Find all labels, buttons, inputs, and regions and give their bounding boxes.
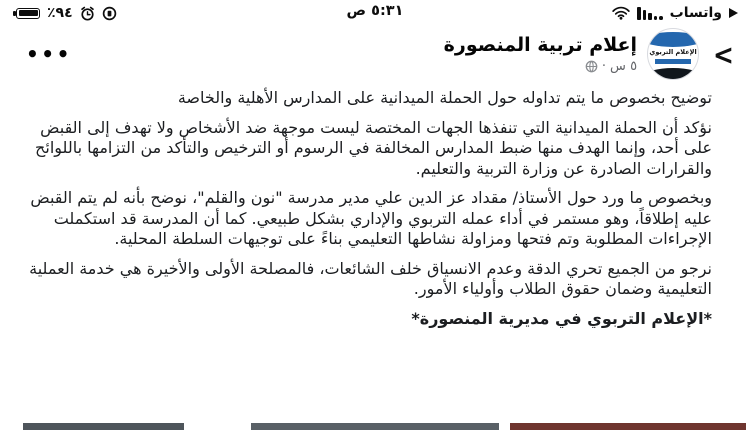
media-playing-icon	[729, 8, 738, 18]
status-app-label: واتساب	[669, 5, 722, 21]
more-options-button[interactable]: •••	[26, 42, 72, 66]
status-bar	[0, 0, 750, 24]
rotation-lock-icon	[102, 6, 117, 21]
post-meta	[444, 59, 637, 74]
page-title-block	[444, 34, 637, 74]
avatar-bottom-band	[647, 68, 699, 80]
privacy-globe-icon	[585, 60, 598, 73]
battery-percent: ٪٩٤	[47, 5, 73, 21]
page-avatar[interactable]	[647, 28, 699, 80]
status-clock: ٥:٣١ ص	[346, 3, 404, 19]
post-paragraph: توضيح بخصوص ما يتم تداوله حول الحملة الميدانية على المدارس الأهلية والخاصة	[177, 88, 712, 107]
alarm-clock-icon	[80, 6, 95, 21]
post-header	[0, 24, 750, 82]
avatar-top-band	[647, 32, 699, 47]
wifi-icon	[612, 6, 630, 20]
post-paragraph: وبخصوص ما ورد حول الأستاذ/ مقداد عز الدين علي مدير مدرسة "نون والقلم"، نوضح بأنه لم يتم القبض عليه إطلاقاً، وهو مستمر في أداء عمله التربوي والإداري بشكل طبيعي. كما أن المدرسة قد استكملت الإجراءات المطلوبة وتم فتحها ومزاولة نشاطها التعليمي بناءً على توجيهات السلطة المحلية.	[30, 188, 712, 248]
battery-icon	[16, 8, 40, 19]
avatar-blue-bar	[655, 59, 691, 64]
attachment-image-edge[interactable]	[0, 423, 750, 430]
attachment-edge-segment	[23, 423, 184, 430]
page-title[interactable]: إعلام تربية المنصورة	[443, 34, 638, 57]
post-paragraph: نرجو من الجميع تحري الدقة وعدم الانسياق خلف الشائعات، فالمصلحة الأولى والأخيرة هي خدمة العملية التعليمية وضمان حقوق الطلاب وأولياء الأمور.	[29, 258, 712, 298]
post-signature: *الإعلام التربوي في مديرية المنصورة*	[411, 308, 712, 328]
status-bar-right-group	[612, 5, 738, 21]
attachment-edge-segment	[251, 423, 499, 430]
back-button[interactable]: >	[713, 37, 734, 71]
meta-separator: ·	[601, 58, 607, 74]
post-text	[0, 82, 750, 329]
avatar-logo-text: الإعلام التربوي	[649, 48, 697, 56]
attachment-edge-segment	[510, 423, 746, 430]
post-time-ago: ٥ س	[610, 58, 638, 74]
post-paragraph: نؤكد أن الحملة الميدانية التي تنفذها الجهات المختصة ليست موجهة ضد الأشخاص ولا تهدف إلى القبض على أحد، وإنما الهدف منها ضبط المدارس المخالفة في الرسوم أو الترخيص والتأكد من التزامها باللوائح والقرارات الصادرة عن وزارة التربية والتعليم.	[35, 117, 712, 178]
status-bar-left-group	[12, 5, 117, 21]
signal-strength-icon	[637, 7, 663, 20]
